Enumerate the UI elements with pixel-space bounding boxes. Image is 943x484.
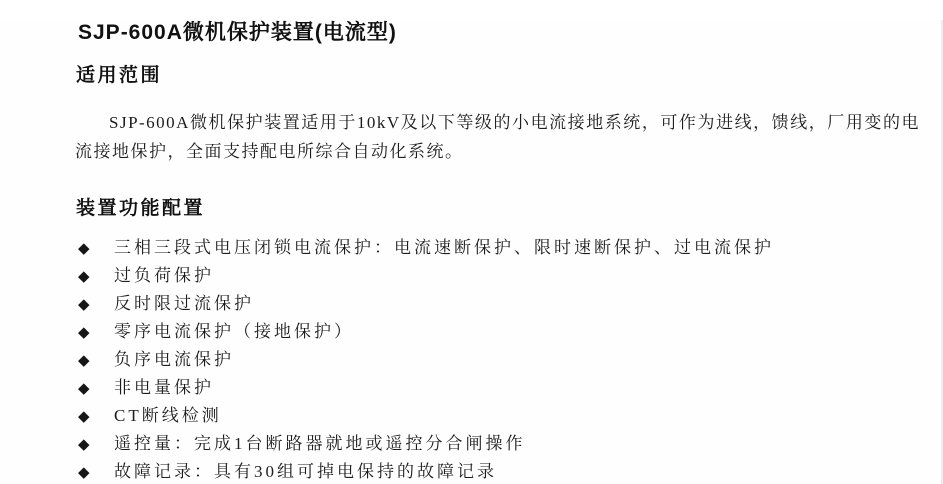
section-heading-scope: 适用范围 bbox=[76, 65, 163, 86]
diamond-bullet-icon: ◆ bbox=[78, 465, 90, 481]
diamond-bullet-icon: ◆ bbox=[78, 409, 90, 425]
list-item-label: 故障记录：具有30组可掉电保持的故障记录 bbox=[114, 462, 497, 481]
list-item-label: 遥控量：完成1台断路器就地或遥控分合闸操作 bbox=[114, 434, 526, 453]
section-heading-functions: 装置功能配置 bbox=[76, 198, 206, 219]
list-item-label: 三相三段式电压闭锁电流保护：电流速断保护、限时速断保护、过电流保护 bbox=[114, 238, 774, 257]
list-item-label: 零序电流保护（接地保护） bbox=[114, 322, 354, 341]
list-item-label: 反时限过流保护 bbox=[114, 294, 254, 313]
diamond-bullet-icon: ◆ bbox=[78, 381, 90, 397]
diamond-bullet-icon: ◆ bbox=[78, 325, 90, 341]
list-item bbox=[78, 318, 918, 346]
list-item-label: CT断线检测 bbox=[114, 406, 222, 425]
list-item bbox=[78, 262, 918, 290]
list-item-label: 过负荷保护 bbox=[114, 266, 214, 285]
scope-paragraph: SJP-600A微机保护装置适用于10kV及以下等级的小电流接地系统，可作为进线，馈线，厂用变的电流接地保护，全面支持配电所综合自动化系统。 bbox=[75, 113, 920, 161]
list-item-label: 非电量保护 bbox=[114, 378, 214, 397]
list-item bbox=[78, 346, 918, 374]
list-item bbox=[78, 458, 918, 484]
list-item bbox=[78, 430, 918, 458]
list-item bbox=[78, 234, 918, 262]
diamond-bullet-icon: ◆ bbox=[78, 297, 90, 313]
diamond-bullet-icon: ◆ bbox=[78, 241, 90, 257]
list-item bbox=[78, 290, 918, 318]
list-item bbox=[78, 374, 918, 402]
diamond-bullet-icon: ◆ bbox=[78, 437, 90, 453]
document-page bbox=[0, 20, 943, 484]
diamond-bullet-icon: ◆ bbox=[78, 269, 90, 285]
feature-list bbox=[78, 234, 918, 484]
diamond-bullet-icon: ◆ bbox=[78, 353, 90, 369]
list-item-label: 负序电流保护 bbox=[114, 350, 234, 369]
page-title: SJP-600A微机保护装置(电流型) bbox=[78, 21, 397, 44]
list-item bbox=[78, 402, 918, 430]
